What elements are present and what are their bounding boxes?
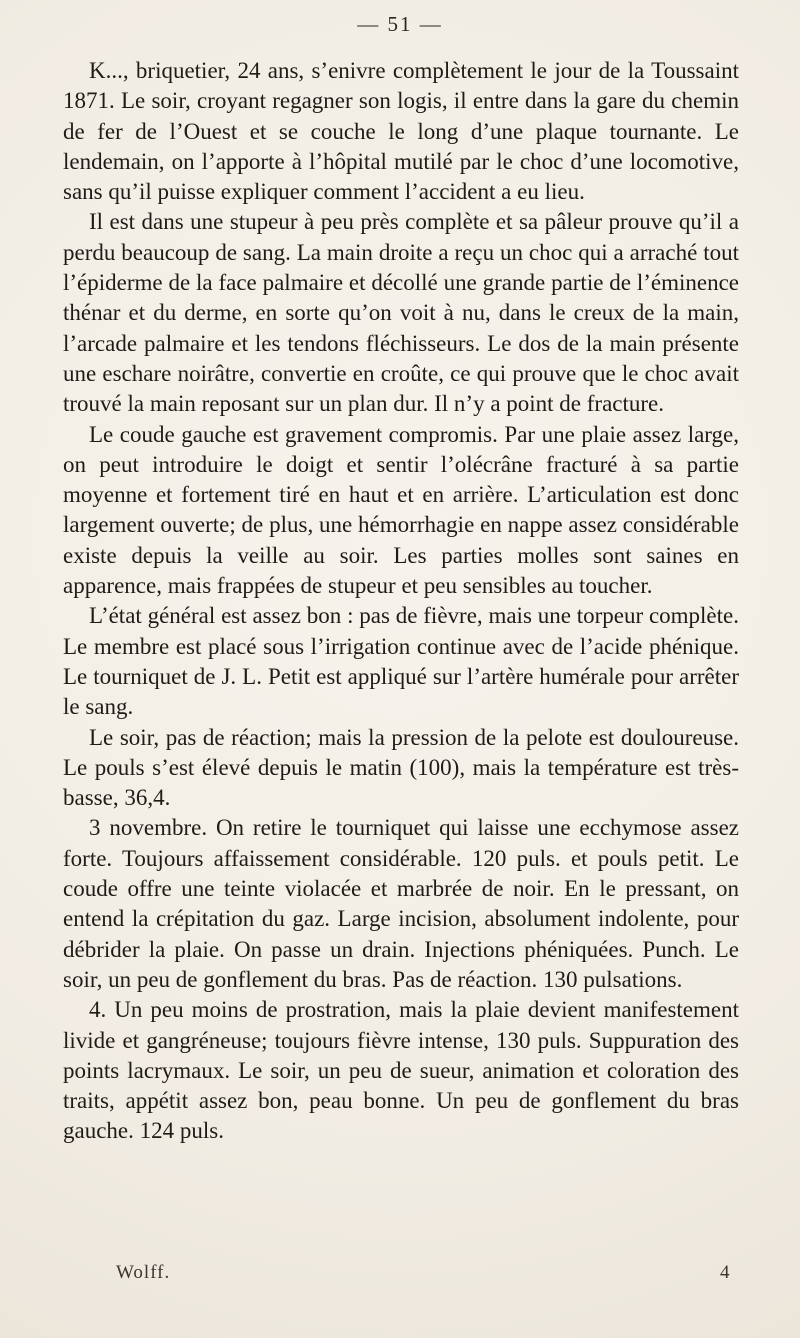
paragraph-general-state: L’état général est assez bon : pas de fièvre, mais une torpeur complète. Le membre est placé sous l’irrigation continue avec de l’acide phénique. Le tourniquet de J. L. Petit est appliqué sur l’artère humérale pour arrêter le sang.	[63, 603, 739, 720]
paragraph-day-4: 4. Un peu moins de prostration, mais la plaie devient manifestement livide et gangréneuse; toujours fièvre intense, 130 puls. Suppuration des points lacrymaux. Le soir, un peu de sueur, animation et coloration des traits, appétit assez bon, peau bonne. Un peu de gonflement du bras gauche. 124 puls.	[63, 997, 739, 1144]
paragraph-left-elbow: Le coude gauche est gravement compromis. Par une plaie assez large, on peut introduire le doigt et sentir l’olécrâne fracturé à sa partie moyenne et fortement tiré en haut et en arrière. L’articulation est donc largement ouverte; de plus, une hémorrhagie en nappe assez considérable existe depuis la veille au soir. Les parties molles sont saines en apparence, mais frappées de stupeur et peu sensibles au toucher.	[63, 421, 739, 599]
paragraph-evening: Le soir, pas de réaction; mais la pression de la pelote est douloureuse. Le pouls s’est élevé depuis le matin (100), mais la température est très-basse, 36,4.	[63, 724, 739, 811]
page-footer	[0, 1262, 800, 1290]
paragraph-november-3: 3 novembre. On retire le tourniquet qui laisse une ecchymose assez forte. Toujours affaissement considérable. 120 puls. et pouls petit. Le coude offre une teinte violacée et marbrée de noir. En le pressant, on entend la crépitation du gaz. Large incision, absolument indolente, pour débrider la plaie. On passe un drain. Injections phéniquées. Punch. Le soir, un peu de gonflement du bras. Pas de réaction. 130 pulsations.	[63, 815, 739, 992]
page-number: — 51 —	[357, 12, 443, 36]
paragraph-right-hand: Il est dans une stupeur à peu près complète et sa pâleur prouve qu’il a perdu beaucoup de sang. La main droite a reçu un choc qui a arraché tout l’épiderme de la face palmaire et décollé une grande partie de l’éminence thénar et du derme, en sorte qu’on voit à nu, dans le creux de la main, l’arcade palmaire et les tendons fléchisseurs. Le dos de la main présente une eschare noirâtre, convertie en croûte, ce qui prouve que le choc avait trouvé la main reposant sur un plan dur. Il n’y a point de fracture.	[63, 209, 739, 417]
signature-mark: 4	[720, 1262, 730, 1283]
paragraph-case-intro: K..., briquetier, 24 ans, s’enivre complètement le jour de la Toussaint 1871. Le soir, croyant regagner son logis, il entre dans la gare du chemin de fer de l’Ouest et se couche le long d’une plaque tournante. Le lendemain, on l’apporte à l’hôpital mutilé par le choc d’une locomotive, sans qu’il puisse expliquer comment l’accident a eu lieu.	[63, 58, 739, 205]
footer-author: Wolff.	[116, 1262, 171, 1283]
body-text	[63, 56, 739, 1147]
